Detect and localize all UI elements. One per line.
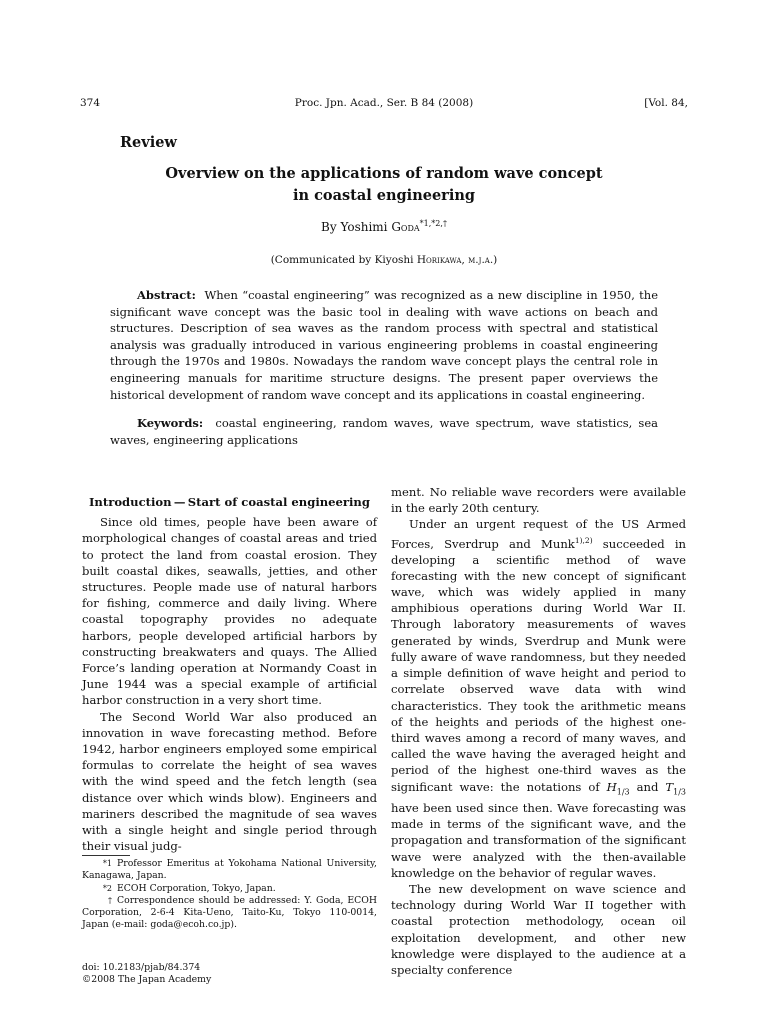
paper-title xyxy=(120,163,648,207)
abstract-text: When “coastal engineering” was recognized as a new discipline in 1950, the significant wave concept was the basic tool in dealing with wave actions on beach and structures. Description of sea waves as the random process with spectral and statistical analysis was gradually introduced in various engineering problems in coastal engineering through the 1970s and 1980s. Nowadays the random wave concept plays the central role in engineering manuals for maritime structure designs. The present paper overviews the historical development of random wave concept and its applications in coastal engineering. xyxy=(110,288,658,402)
author-marks: *1,*2,† xyxy=(419,219,447,228)
journal-citation: Proc. Jpn. Acad., Ser. B 84 (2008) xyxy=(294,97,474,109)
text-run: have been used since then. Wave forecasting was made in terms of the significant wave, and the propagation and transformation of the significant wave were analyzed with the then-available knowledge on the behavior of regular waves. xyxy=(391,801,686,880)
communicated-prefix: (Communicated by Kiyoshi xyxy=(270,254,417,266)
author-surname: Goda xyxy=(391,220,420,234)
footnotes xyxy=(82,858,377,932)
footnote-text: Professor Emeritus at Yokohama National University, Kanagawa, Japan. xyxy=(82,858,377,882)
keywords xyxy=(110,415,658,448)
paragraph: Since old times, people have been aware of morphological changes of coastal areas and tried to protect the land from coastal erosion. They built coastal dikes, seawalls, jetties, and other structures. People made use of natural harbors for fishing, commerce and daily living. Where coastal topography provides no adequate harbors, people developed artificial harbors by constructing breakwaters and quays. The Allied Force’s landing operation at Normandy Coast in June 1944 was a special example of artificial harbor construction in a very short time. xyxy=(82,515,377,708)
running-header xyxy=(80,95,688,111)
text-run: succeeded in developing a scientific method of wave forecasting with the new concept of significant wave, which was widely applied in many amphibious operations during World War II. Through laboratory measurements of waves generated by winds, Sverdrup and Munk were fully aware of wave randomness, but they needed a simple definition of wave height and period to correlate observed wave data with wind characteristics. They took the arithmetic means of the heights and periods of the highest one-third waves among a record of many waves, and called the wave having the averaged height and period of the highest one-third waves as the significant wave: the notations of xyxy=(391,536,686,794)
byline-prefix: By Yoshimi xyxy=(321,220,392,234)
author-byline xyxy=(0,219,768,234)
text-run: Under an urgent request of the US Armed Forces, Sverdrup and Munk xyxy=(391,517,686,551)
abstract-label: Abstract: xyxy=(137,288,196,302)
footnote-text: ECOH Corporation, Tokyo, Japan. xyxy=(117,882,276,894)
h-symbol: H xyxy=(606,779,617,794)
footnote xyxy=(82,895,377,932)
volume-label: [Vol. 84, xyxy=(644,97,688,109)
keywords-text: coastal engineering, random waves, wave spectrum, wave statistics, sea waves, engineering applications xyxy=(110,416,658,447)
footnote-mark: *2 xyxy=(102,883,112,893)
right-column xyxy=(391,484,686,978)
communicator-surname: Horikawa xyxy=(416,254,462,266)
paragraph: ment. No reliable wave recorders were available in the early 20th century. xyxy=(391,485,686,516)
footnote-text: Correspondence should be addressed: Y. Goda, ECOH Corporation, 2-6-4 Kita-Ueno, Taito-Ku, Tokyo 110-0014, Japan (e-mail: goda@ecoh.co.jp). xyxy=(82,894,377,931)
h-subscript: 1/3 xyxy=(616,786,630,796)
doi-block xyxy=(82,962,211,987)
paragraph: The Second World War also produced an innovation in wave forecasting method. Before 1942, harbor engineers employed some empirical formulas to correlate the height of sea waves with the wind speed and the fetch length (sea distance over which winds blow). Engineers and mariners described the magnitude of sea waves with a single height and single period through their visual judg- xyxy=(82,709,377,854)
t-subscript: 1/3 xyxy=(673,786,686,796)
section-heading: Introduction — Start of coastal engineering xyxy=(89,495,370,509)
communicated-by xyxy=(0,254,768,266)
communicated-suffix: , m.j.a.) xyxy=(461,254,498,266)
section-label: Review xyxy=(120,134,177,151)
t-symbol: T xyxy=(665,779,674,794)
reference-marker: 1),2) xyxy=(574,535,593,545)
footnote xyxy=(82,883,377,895)
copyright: ©2008 The Japan Academy xyxy=(82,974,212,986)
text-run: and xyxy=(629,779,666,794)
footnote-divider xyxy=(82,855,130,856)
doi-link[interactable]: doi: 10.2183/pjab/84.374 xyxy=(82,962,201,973)
page-number: 374 xyxy=(80,97,101,109)
paragraph xyxy=(391,516,686,881)
keywords-label: Keywords: xyxy=(137,416,204,430)
abstract xyxy=(110,287,658,403)
footnote xyxy=(82,858,377,883)
title-line-1: Overview on the applications of random wave concept xyxy=(165,165,603,182)
left-column xyxy=(82,484,377,854)
footnote-mark: *1 xyxy=(102,859,112,868)
title-line-2: in coastal engineering xyxy=(292,187,476,204)
footnote-mark: † xyxy=(108,895,112,905)
paragraph: The new development on wave science and technology during World War II together with coastal protection methodology, ocean oil exploitation development, and other new knowledge were displayed to the audience at a specialty conference xyxy=(391,882,686,978)
